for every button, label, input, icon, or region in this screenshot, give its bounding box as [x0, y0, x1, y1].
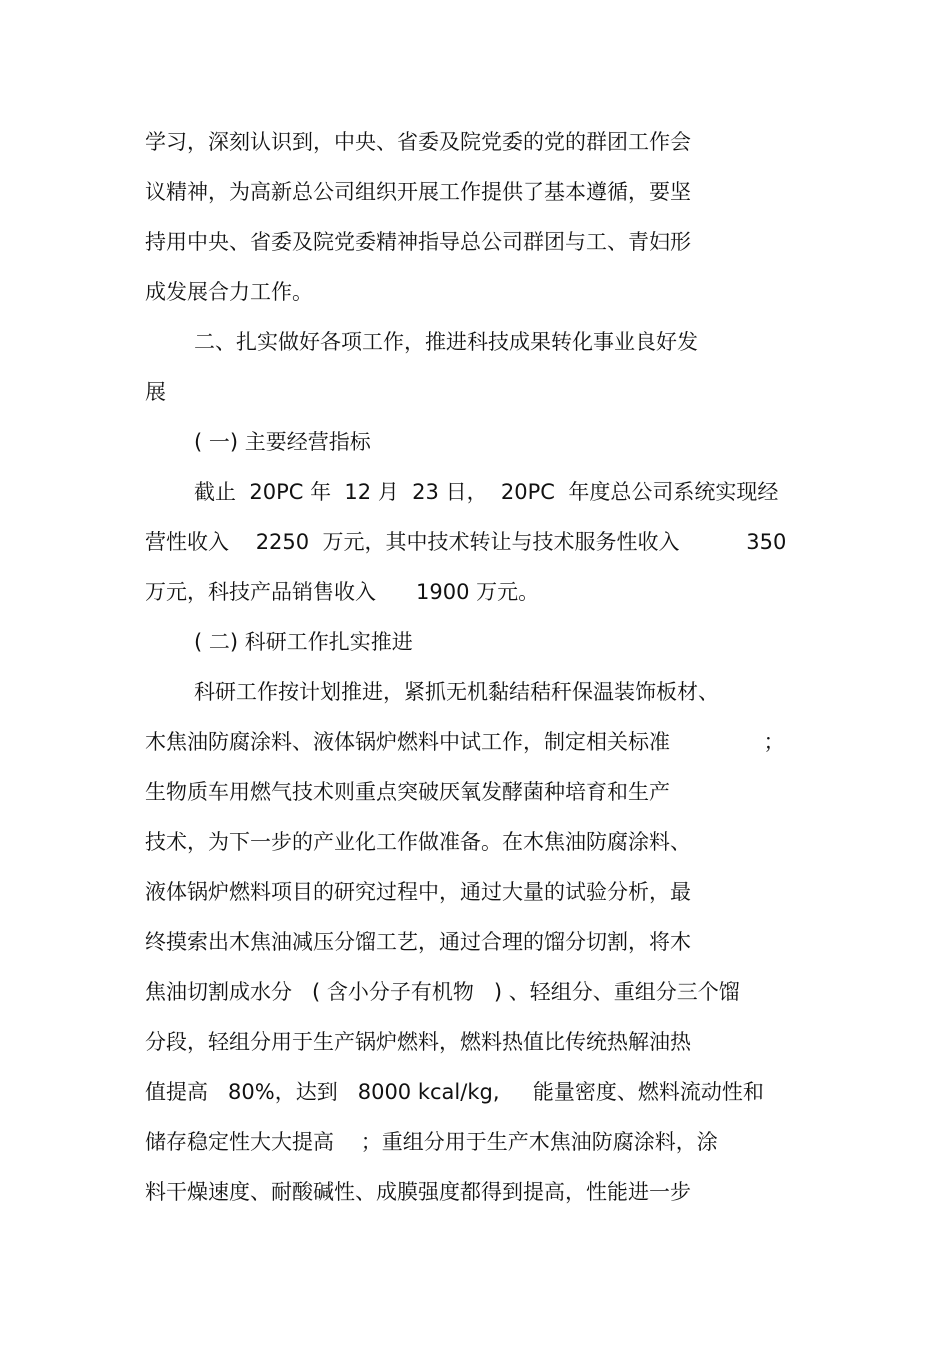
text-line: 营性收入 2250 万元，其中技术转让与技术服务性收入 350 [145, 530, 787, 554]
subsection-heading: ( 一) 主要经营指标 [194, 430, 371, 454]
text-line: 学习，深刻认识到，中央、省委及院党委的党的群团工作会 [145, 130, 691, 154]
subsection-heading: ( 二) 科研工作扎实推进 [194, 630, 413, 654]
text-line: 科研工作按计划推进，紧抓无机黏结秸秆保温装饰板材、 [194, 680, 719, 704]
text-line: 持用中央、省委及院党委精神指导总公司群团与工、青妇形 [145, 230, 691, 254]
text-line: 储存稳定性大大提高 ；重组分用于生产木焦油防腐涂料，涂 [145, 1130, 718, 1154]
text-line: 终摸索出木焦油减压分馏工艺，通过合理的馏分切割，将木 [145, 930, 691, 954]
text-line: 生物质车用燃气技术则重点突破厌氧发酵菌种培育和生产 [145, 780, 670, 804]
text-line: 成发展合力工作。 [145, 280, 313, 304]
text-line: 万元，科技产品销售收入 1900 万元。 [145, 580, 540, 604]
text-line: 值提高 80%，达到 8000 kcal/kg, 能量密度、燃料流动性和 [145, 1080, 764, 1104]
text-line: 料干燥速度、耐酸碱性、成膜强度都得到提高，性能进一步 [145, 1180, 691, 1204]
text-line: 焦油切割成水分 ( 含小分子有机物 ) 、轻组分、重组分三个馏 [145, 980, 740, 1004]
text-line: 技术，为下一步的产业化工作做准备。在木焦油防腐涂料、 [145, 830, 691, 854]
text-line: 议精神，为高新总公司组织开展工作提供了基本遵循，要坚 [145, 180, 691, 204]
text-line: 液体锅炉燃料项目的研究过程中，通过大量的试验分析，最 [145, 880, 691, 904]
section-heading-continued: 展 [145, 380, 166, 404]
text-line: 分段，轻组分用于生产锅炉燃料，燃料热值比传统热解油热 [145, 1030, 691, 1054]
text-line: 木焦油防腐涂料、液体锅炉燃料中试工作，制定相关标准 ； [145, 730, 785, 754]
section-heading: 二、扎实做好各项工作，推进科技成果转化事业良好发 [194, 330, 698, 354]
text-line: 截止 20PC 年 12 月 23 日， 20PC 年度总公司系统实现经 [194, 480, 779, 504]
